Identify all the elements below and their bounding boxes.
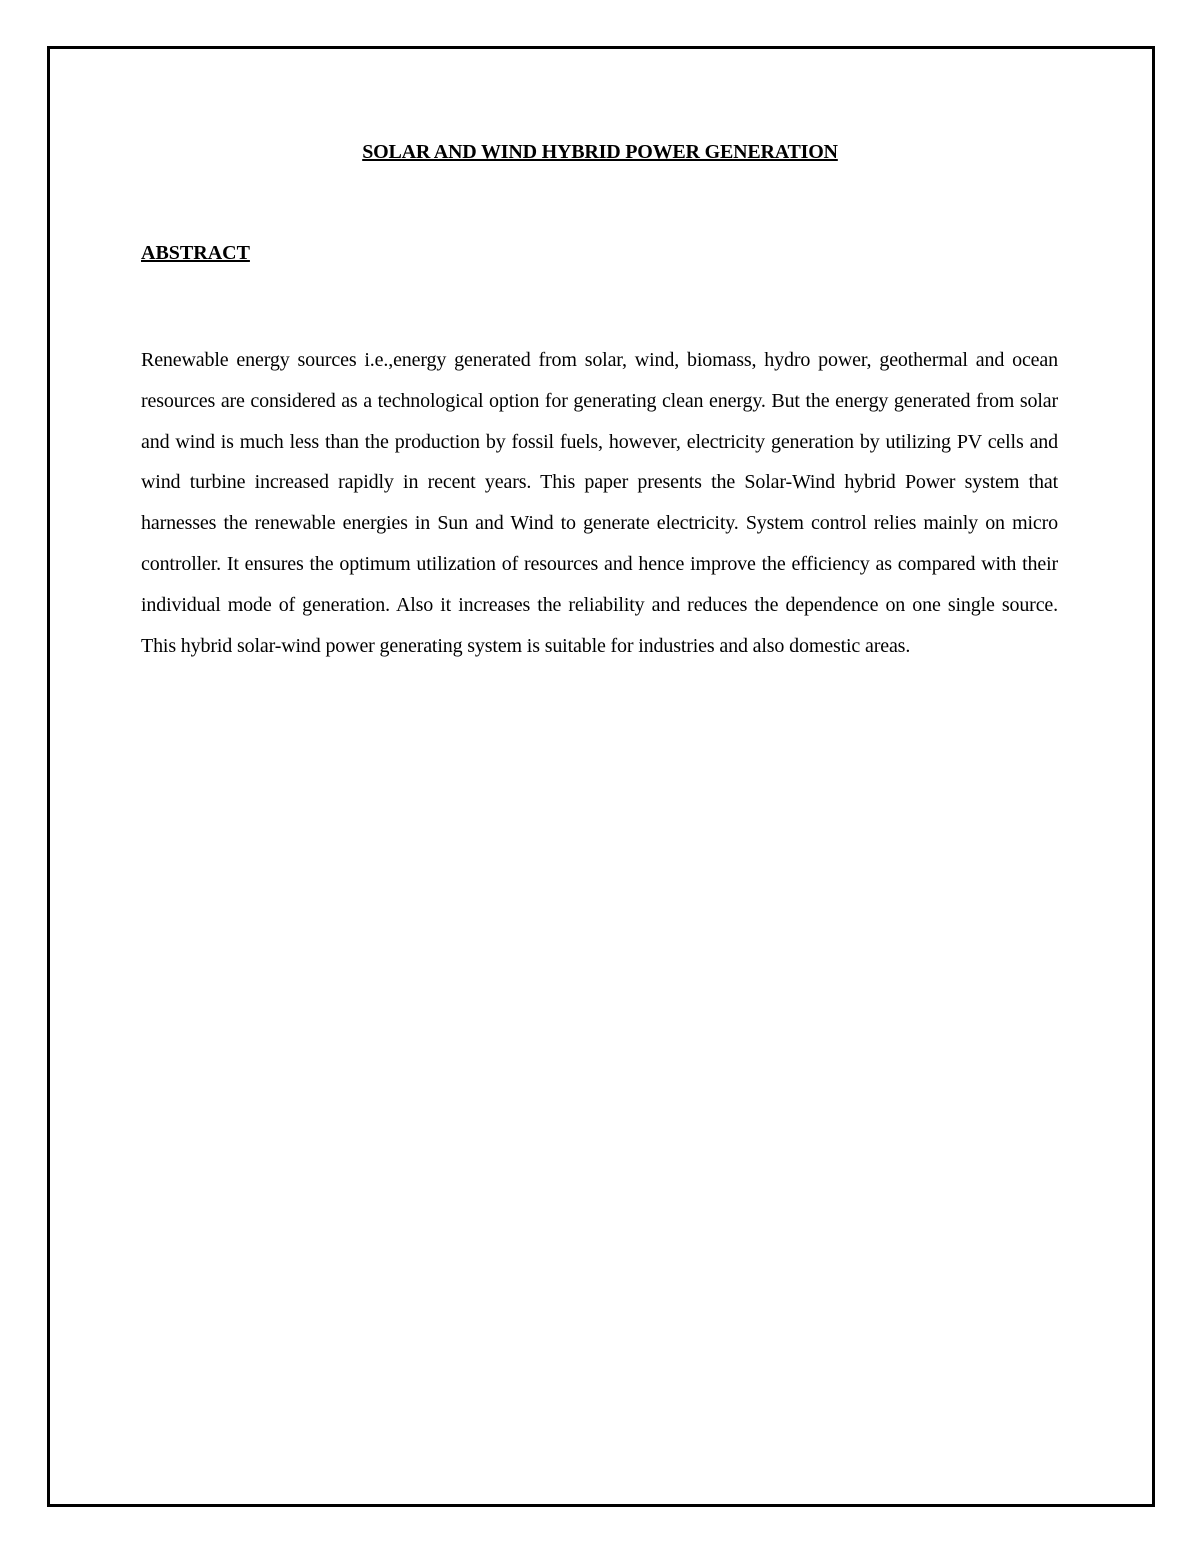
abstract-paragraph: Renewable energy sources i.e.,energy generated from solar, wind, biomass, hydro power, geothermal and ocean resources are considered as a technological option for generating clean energy. But the energy generated from solar and wind is much less than the production by fossil fuels, however, electricity generation by utilizing PV cells and wind turbine increased rapidly in recent years. This paper presents the Solar-Wind hybrid Power system that harnesses the renewable energies in Sun and Wind to generate electricity. System control relies mainly on micro controller. It ensures the optimum utilization of resources and hence improve the efficiency as compared with their individual mode of generation. Also it increases the reliability and reduces the dependence on one single source. This hybrid solar-wind power generating system is suitable for industries and also domestic areas. — [141, 349, 1058, 657]
abstract-heading: ABSTRACT — [141, 242, 250, 264]
document-title: SOLAR AND WIND HYBRID POWER GENERATION — [362, 141, 838, 163]
page-border — [47, 46, 1155, 1507]
